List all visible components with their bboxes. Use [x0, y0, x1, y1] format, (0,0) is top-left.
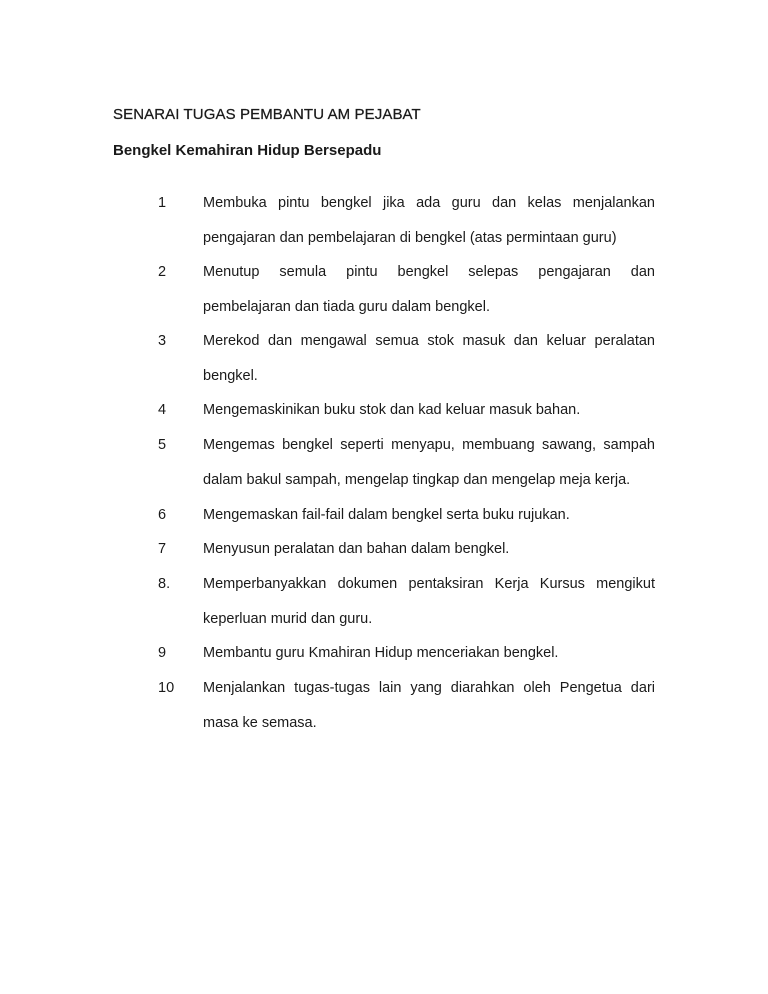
task-text-line: masa ke semasa. [203, 715, 317, 731]
task-text-line: Memperbanyakkan dokumen pentaksiran Kerja Kursus mengikut [203, 576, 655, 592]
task-text-line: keperluan murid dan guru. [203, 611, 373, 627]
page-title: SENARAI TUGAS PEMBANTU AM PEJABAT [113, 106, 421, 123]
task-text-line: Mengemas bengkel seperti menyapu, membuang sawang, sampah [203, 437, 655, 453]
task-text-line: bengkel. [203, 368, 258, 384]
task-number: 8. [158, 576, 171, 592]
task-text-line: Mengemaskan fail-fail dalam bengkel serta buku rujukan. [203, 507, 570, 523]
task-text-line: Menutup semula pintu bengkel selepas pengajaran dan [203, 264, 655, 280]
task-text-line: Membantu guru Kmahiran Hidup menceriakan bengkel. [203, 645, 559, 661]
task-text-line: pengajaran dan pembelajaran di bengkel (atas permintaan guru) [203, 230, 617, 246]
task-number: 7 [158, 541, 167, 557]
task-number: 6 [158, 507, 167, 523]
task-text-line: Menjalankan tugas-tugas lain yang diarahkan oleh Pengetua dari [203, 680, 655, 696]
task-text-line: Mengemaskinikan buku stok dan kad keluar masuk bahan. [203, 402, 581, 418]
task-text-line: dalam bakul sampah, mengelap tingkap dan mengelap meja kerja. [203, 472, 631, 488]
task-number: 9 [158, 645, 167, 661]
task-number: 2 [158, 264, 167, 280]
task-text-line: pembelajaran dan tiada guru dalam bengkel. [203, 299, 490, 315]
task-text-line: Membuka pintu bengkel jika ada guru dan kelas menjalankan [203, 195, 655, 211]
task-number: 1 [158, 195, 167, 211]
task-number: 5 [158, 437, 167, 453]
task-number: 4 [158, 402, 167, 418]
page-subtitle: Bengkel Kemahiran Hidup Bersepadu [113, 142, 382, 159]
task-number: 10 [158, 680, 175, 696]
task-text-line: Merekod dan mengawal semua stok masuk dan keluar peralatan [203, 333, 655, 349]
task-text-line: Menyusun peralatan dan bahan dalam bengkel. [203, 541, 510, 557]
task-number: 3 [158, 333, 167, 349]
